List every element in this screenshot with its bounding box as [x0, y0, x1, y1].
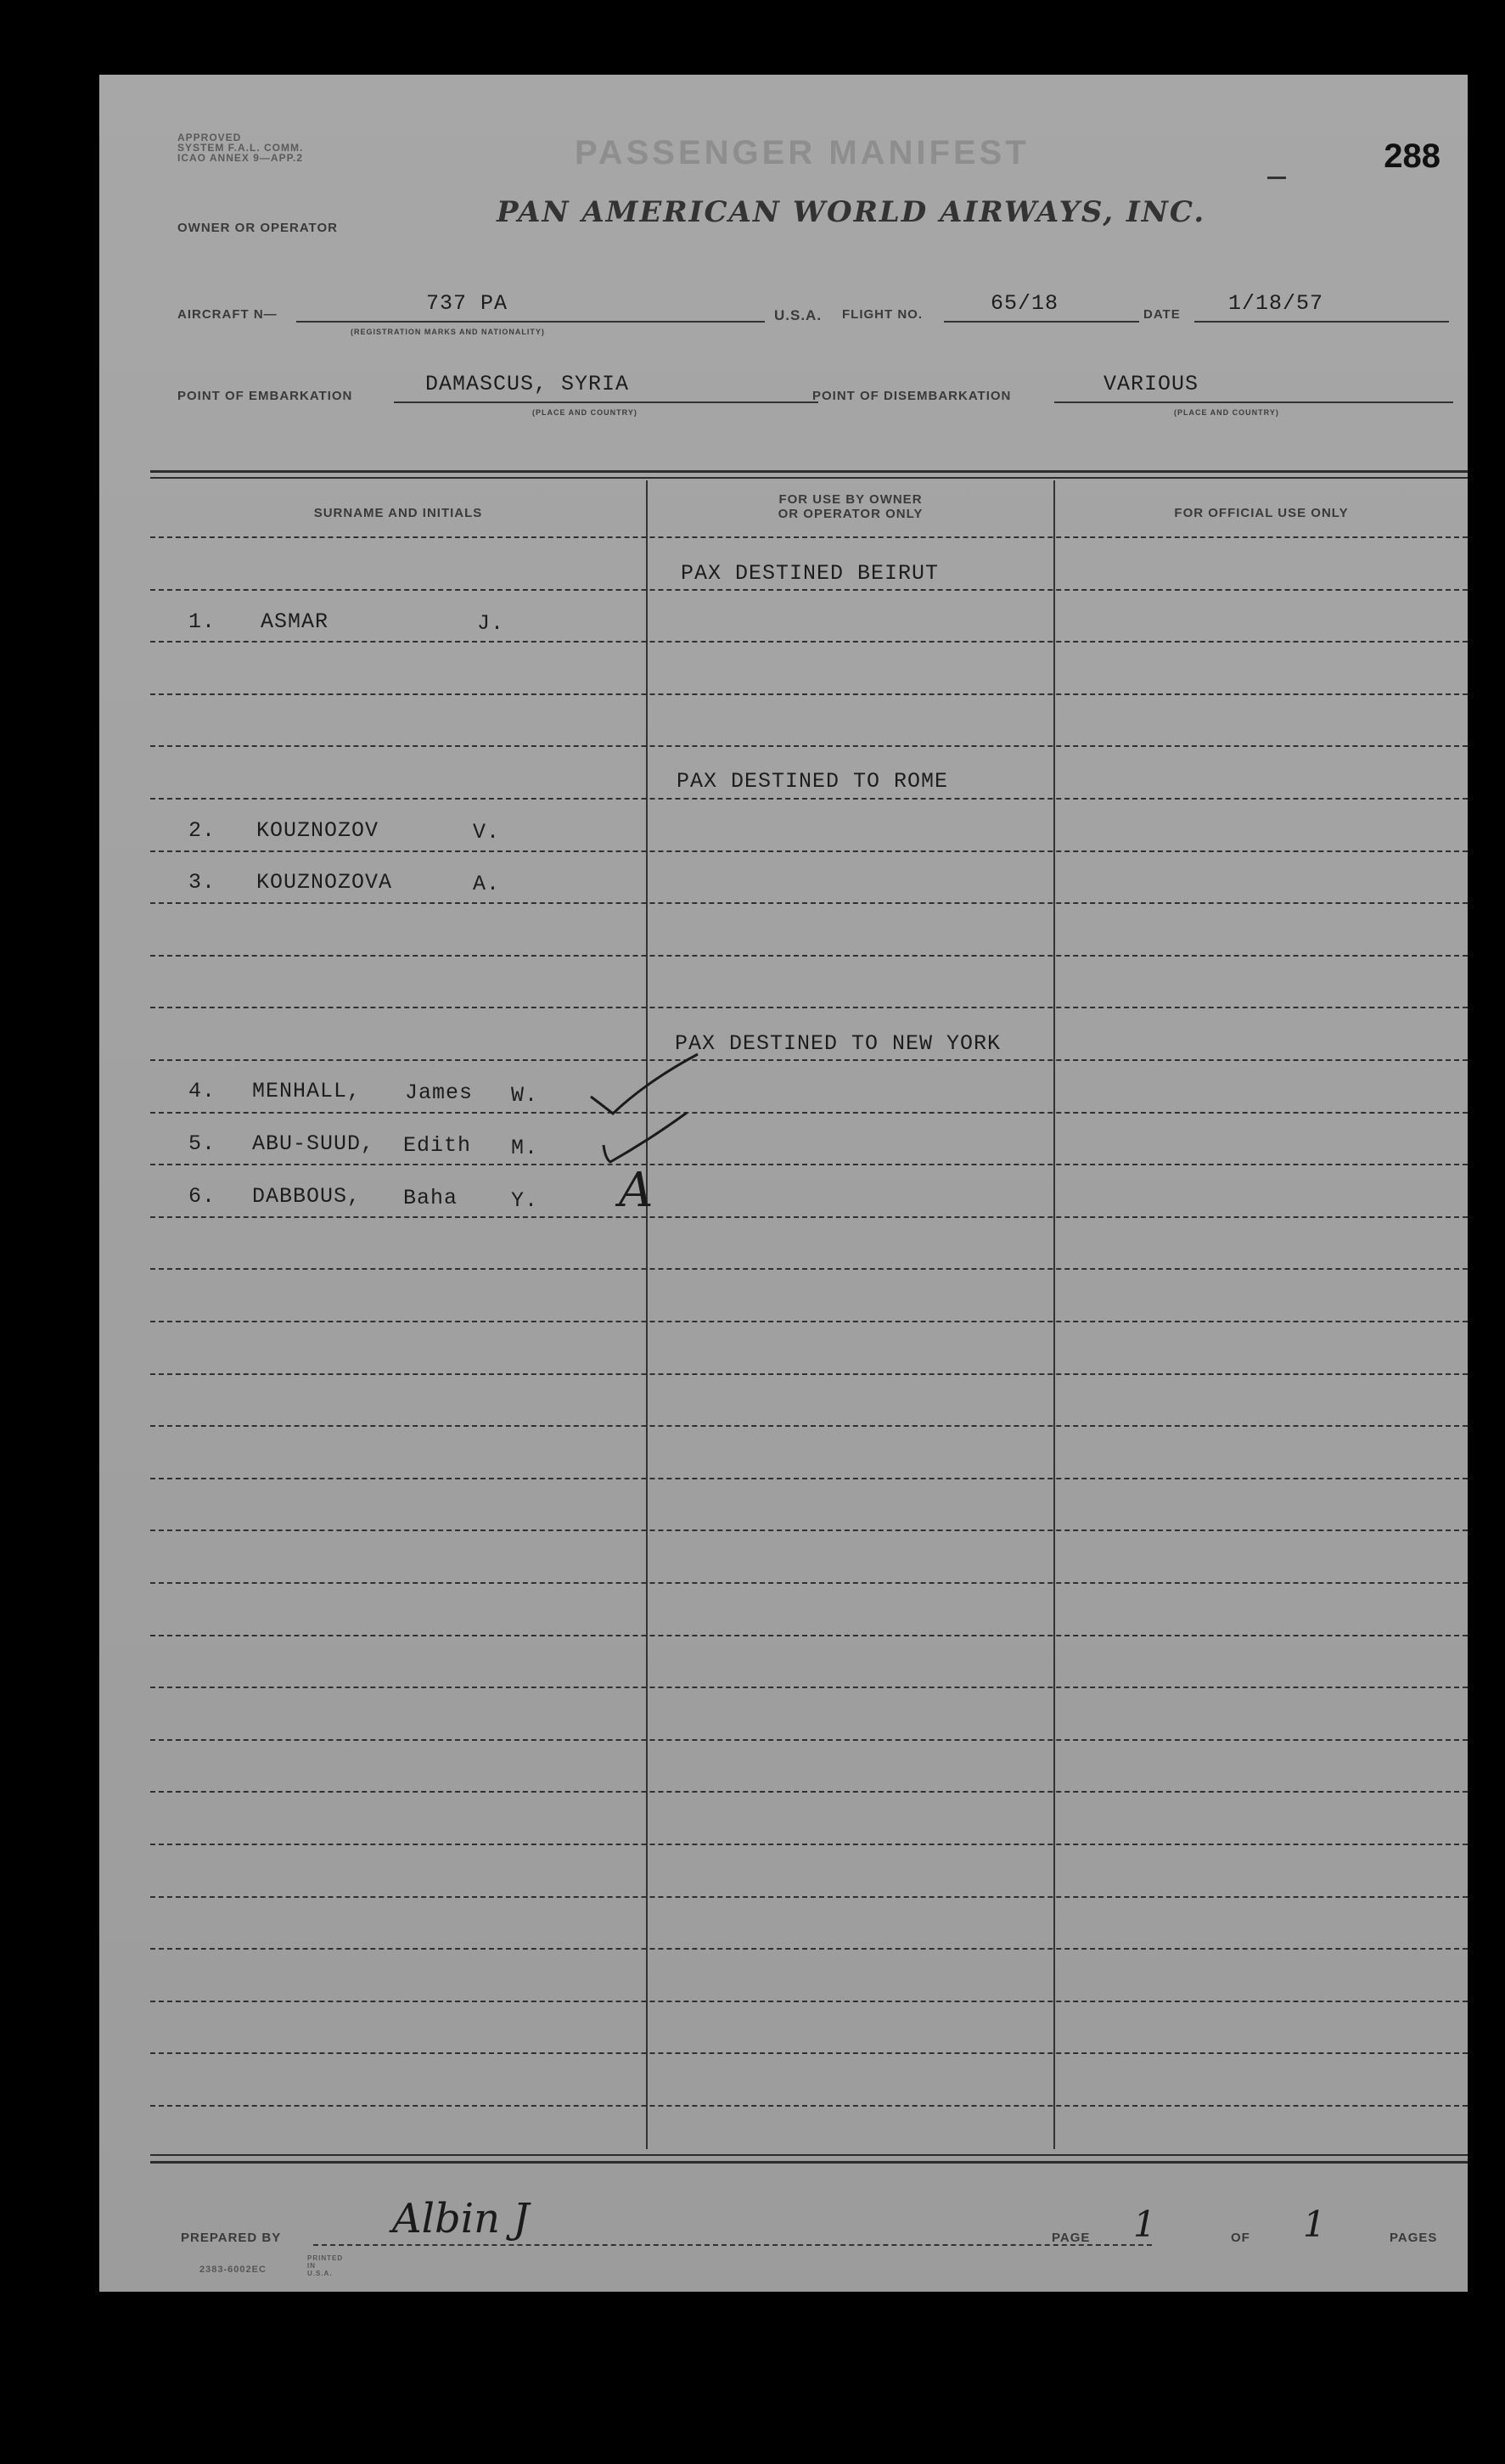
- table-row-rule: [150, 1896, 1468, 1898]
- flight-label: FLIGHT NO.: [842, 307, 923, 322]
- table-row-rule: [150, 1739, 1468, 1741]
- table-row-rule: [150, 1582, 1468, 1584]
- passenger-surname: KOUZNOZOVA: [256, 870, 393, 895]
- passenger-number: 3.: [188, 870, 216, 895]
- passenger-initial: J.: [477, 611, 505, 636]
- preparer-signature: Albin J: [392, 2195, 530, 2242]
- of-label: OF: [1231, 2231, 1250, 2245]
- group-label: PAX DESTINED TO ROME: [677, 769, 949, 794]
- embarkation-value: DAMASCUS, SYRIA: [425, 372, 630, 396]
- table-row-rule: [150, 1268, 1468, 1270]
- table-row-rule: [150, 798, 1468, 800]
- aircraft-value: 737 PA: [426, 291, 508, 316]
- embarkation-label: POINT OF EMBARKATION: [177, 389, 353, 403]
- table-row-rule: [150, 641, 1468, 643]
- table-row-rule: [150, 850, 1468, 852]
- passenger-initial: W.: [511, 1083, 539, 1108]
- column-header-owner-use: [648, 492, 1053, 521]
- aircraft-underline: [296, 321, 765, 323]
- title-dash: [1267, 177, 1286, 179]
- table-row-rule: [150, 1216, 1468, 1218]
- manifest-sheet: [99, 75, 1468, 2292]
- table-row-rule: [150, 1112, 1468, 1114]
- prepared-by-label: PREPARED BY: [181, 2231, 282, 2245]
- pages-label: PAGES: [1390, 2231, 1438, 2245]
- passenger-given-name: Edith: [403, 1133, 472, 1158]
- table-top-rule: [150, 477, 1468, 479]
- table-row-rule: [150, 1373, 1468, 1375]
- date-label: DATE: [1143, 307, 1181, 322]
- table-row-rule: [150, 2001, 1468, 2002]
- passenger-given-name: Baha: [403, 1186, 458, 1210]
- table-top-rule: [150, 470, 1468, 473]
- table-row-rule: [150, 955, 1468, 957]
- embarkation-underline: [394, 401, 818, 403]
- approval-line: APPROVED: [177, 132, 242, 143]
- of-value: 1: [1303, 2203, 1326, 2245]
- annotation-mark: A: [619, 1163, 654, 1218]
- operator-name: PAN AMERICAN WORLD AIRWAYS, INC.: [497, 195, 1206, 229]
- table-bottom-rule: [150, 2154, 1468, 2156]
- flight-value: 65/18: [991, 291, 1059, 316]
- approval-note: [177, 132, 364, 163]
- flight-underline: [944, 321, 1139, 323]
- owner-label: OWNER OR OPERATOR: [177, 221, 338, 235]
- table-row-rule: [150, 1529, 1468, 1531]
- passenger-initial: M.: [511, 1136, 539, 1160]
- date-underline: [1194, 321, 1449, 323]
- table-row-rule: [150, 1687, 1468, 1688]
- aircraft-label: AIRCRAFT N—: [177, 307, 278, 322]
- passenger-row: [188, 609, 216, 634]
- page-label: PAGE: [1052, 2231, 1091, 2245]
- passenger-number: 5.: [188, 1131, 216, 1156]
- passenger-initial: V.: [473, 820, 501, 845]
- header-line: FOR USE BY OWNER: [778, 492, 923, 507]
- passenger-number: 4.: [188, 1079, 216, 1103]
- passenger-surname: ASMAR: [261, 609, 329, 634]
- passenger-given-name: James: [405, 1080, 474, 1105]
- passenger-surname: ABU-SUUD,: [252, 1131, 375, 1156]
- table-row-rule: [150, 1791, 1468, 1793]
- header-line: OR OPERATOR ONLY: [778, 507, 924, 521]
- passenger-initial: Y.: [511, 1188, 539, 1213]
- group-label: PAX DESTINED BEIRUT: [681, 561, 940, 586]
- passenger-surname: MENHALL,: [252, 1079, 362, 1103]
- disembarkation-value: VARIOUS: [1103, 372, 1199, 396]
- passenger-initial: A.: [473, 872, 501, 896]
- table-row-rule: [150, 745, 1468, 747]
- table-row-rule: [150, 1948, 1468, 1950]
- column-divider: [646, 480, 648, 2149]
- registration-note: (REGISTRATION MARKS AND NATIONALITY): [351, 328, 545, 336]
- passenger-number: 1.: [188, 609, 216, 634]
- usa-label: U.S.A.: [774, 307, 823, 323]
- date-value: 1/18/57: [1228, 291, 1324, 316]
- table-row-rule: [150, 1425, 1468, 1427]
- passenger-number: 2.: [188, 818, 216, 843]
- table-row-rule: [150, 1164, 1468, 1165]
- approval-line: SYSTEM F.A.L. COMM.: [177, 142, 304, 154]
- page-value: 1: [1133, 2203, 1156, 2245]
- table-row-rule: [150, 536, 1468, 538]
- column-header-official: FOR OFFICIAL USE ONLY: [1174, 506, 1349, 520]
- passenger-number: 6.: [188, 1184, 216, 1209]
- table-row-rule: [150, 1321, 1468, 1322]
- table-row-rule: [150, 1844, 1468, 1845]
- place-note: (PLACE AND COUNTRY): [532, 408, 637, 417]
- disembarkation-label: POINT OF DISEMBARKATION: [812, 389, 1012, 403]
- table-row-rule: [150, 1478, 1468, 1479]
- column-header-surname: SURNAME AND INITIALS: [313, 506, 483, 520]
- table-row-rule: [150, 1635, 1468, 1636]
- approval-line: ICAO ANNEX 9—APP.2: [177, 152, 304, 164]
- table-row-rule: [150, 2052, 1468, 2054]
- column-divider: [1053, 480, 1055, 2149]
- table-row-rule: [150, 2105, 1468, 2107]
- disembarkation-underline: [1054, 401, 1453, 403]
- table-row-rule: [150, 1059, 1468, 1061]
- manifest-title: PASSENGER MANIFEST: [575, 134, 1030, 171]
- table-bottom-rule: [150, 2161, 1468, 2164]
- form-code: 2383-6002EC: [199, 2265, 267, 2275]
- passenger-surname: KOUZNOZOV: [256, 818, 379, 843]
- group-label: PAX DESTINED TO NEW YORK: [675, 1031, 1002, 1056]
- printed-note: PRINTED IN U.S.A.: [307, 2254, 344, 2277]
- page-stamp: 288: [1384, 138, 1440, 175]
- table-row-rule: [150, 693, 1468, 695]
- table-row-rule: [150, 589, 1468, 591]
- place-note: (PLACE AND COUNTRY): [1174, 408, 1279, 417]
- passenger-surname: DABBOUS,: [252, 1184, 362, 1209]
- table-row-rule: [150, 1007, 1468, 1008]
- table-row-rule: [150, 902, 1468, 904]
- prepared-by-underline: [313, 2244, 1152, 2246]
